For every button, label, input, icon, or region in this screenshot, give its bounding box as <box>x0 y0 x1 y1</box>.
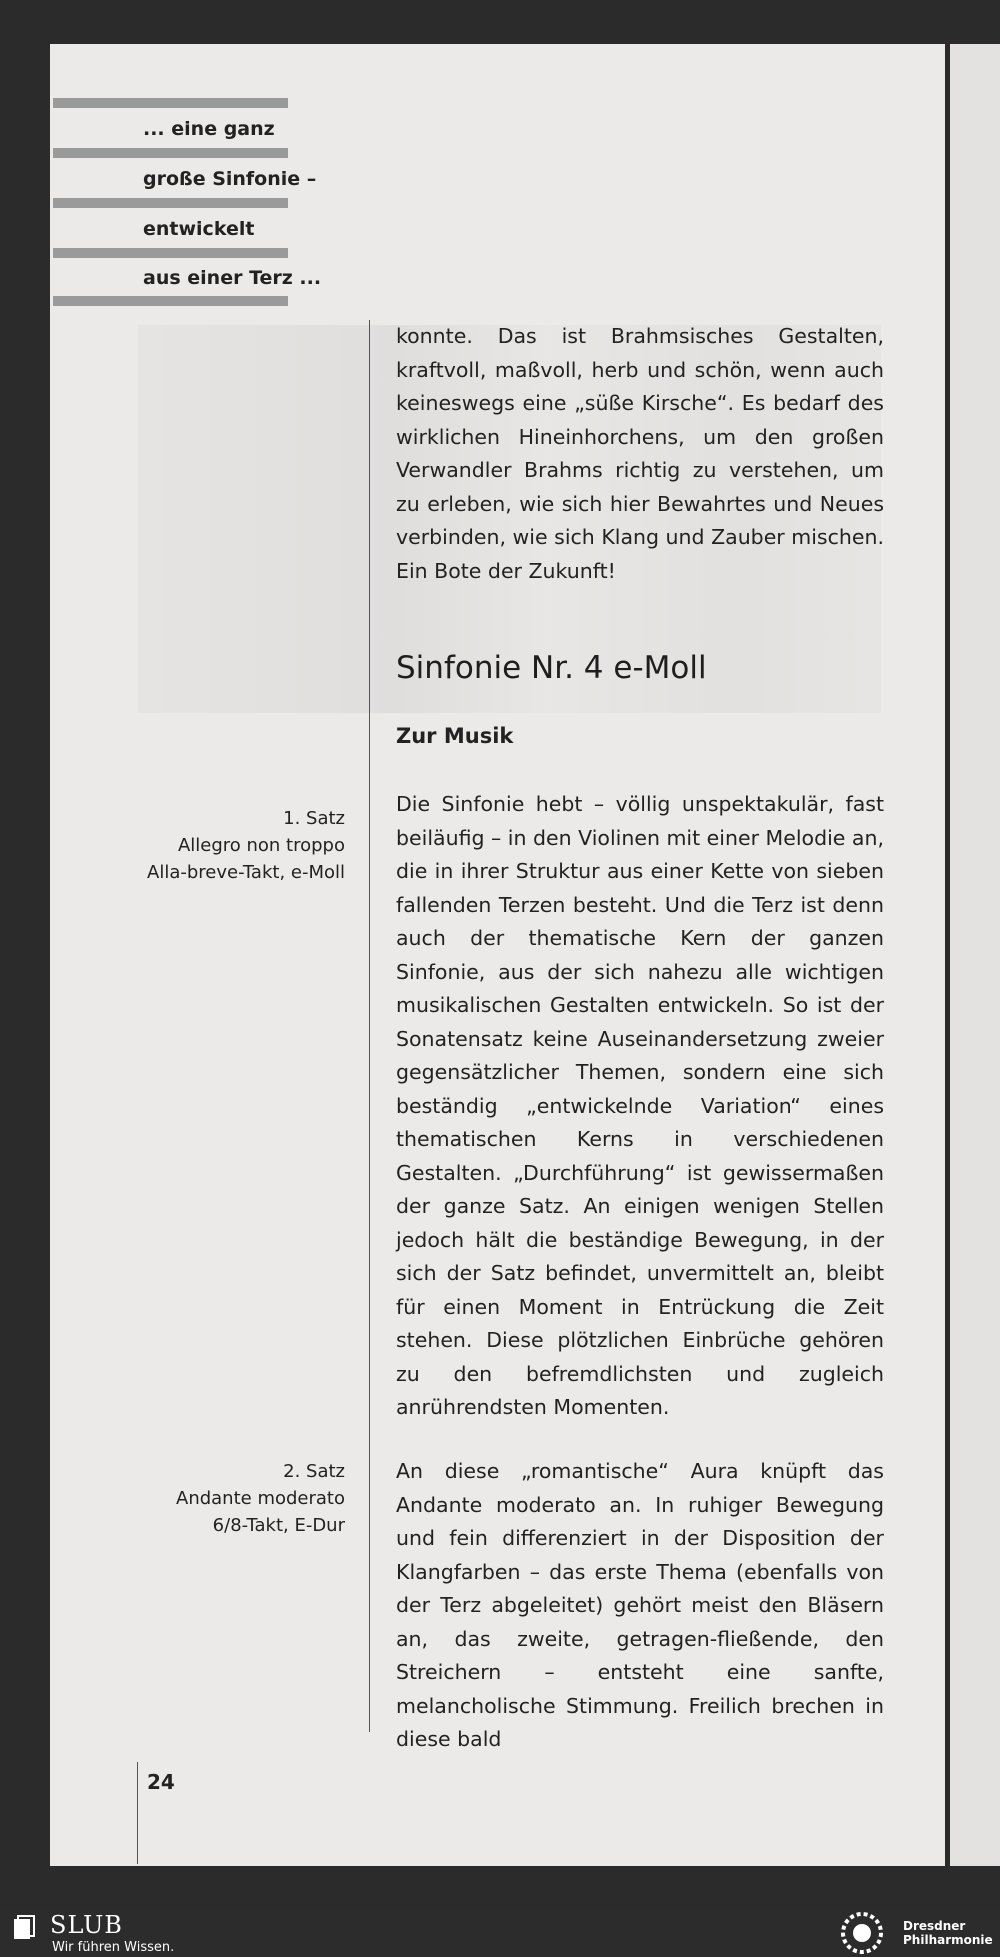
intro-paragraph: konnte. Das ist Brahmsisches Gestalten, kraftvoll, maßvoll, herb und schön, wenn auch keineswegs eine „süße Kirsche“. Es bedarf des wirklichen Hineinhorchens, um den großen Verwandler Brahms richtig zu verstehen, um zu erleben, wie sich hier Bewahrtes und Neues verbinden, wie sich Klang und Zauber mischen. Ein Bote der Zukunft! <box>396 324 884 583</box>
movement-1-note <box>85 805 345 886</box>
paragraph-1: Die Sinfonie hebt – völlig unspektakulär, fast beiläufig – in den Violinen mit einer Melodie an, die in ihrer Struktur aus einer Kette von sieben fallenden Terzen besteht. Und die Terz ist denn auch der thematische Kern der ganzen Sinfonie, aus der sich nahezu alle wichtigen musikalischen Gestalten entwickeln. So ist der Sonatensatz keine Auseinandersetzung zweier gegensätzlicher Themen, sondern eine sich beständig „entwickelnde Variation“ eines thematischen Kerns in verschiedenen Gestalten. „Durchführung“ ist gewissermaßen der ganze Satz. An einigen wenigen Stellen jedoch hält die beständige Bewegung, in der sich der Satz befindet, unvermittelt an, bleibt für einen Moment in Entrückung die Zeit stehen. Diese plötzlichen Einbrüche gehören zu den befremdlichsten und zugleich anrührendsten Momenten. <box>396 792 884 1419</box>
movement-1-meter: Alla-breve-Takt, e-Moll <box>147 862 345 883</box>
decorative-bar <box>53 198 288 208</box>
movement-1-number: 1. Satz <box>283 808 345 829</box>
pullquote-line-2: große Sinfonie – <box>143 168 317 190</box>
column-divider <box>369 320 370 1732</box>
paragraph-2: An diese „romantische“ Aura knüpft das Andante moderato an. In ruhiger Bewegung und fein differenziert in der Disposition der Klangfarben – das erste Thema (ebenfalls von der Terz abgeleitet) gehört meist den Bläsern an, das zweite, getragen-fließende, den Streichern – entsteht eine sanfte, melancholische Stimmung. Freilich brechen in diese bald <box>396 1459 884 1751</box>
pullquote-line-4: aus einer Terz ... <box>143 267 322 289</box>
footer-bar <box>0 1907 1000 1957</box>
movement-2-meter: 6/8-Takt, E-Dur <box>212 1515 345 1536</box>
page-number-rule <box>137 1762 138 1864</box>
philharmonie-line-2: Philharmonie <box>903 1933 993 1947</box>
decorative-bar <box>53 248 288 258</box>
decorative-bar <box>53 148 288 158</box>
movement-1-tempo: Allegro non troppo <box>177 835 345 856</box>
pullquote-line-3: entwickelt <box>143 218 255 240</box>
movement-2-number: 2. Satz <box>283 1461 345 1482</box>
philharmonie-name <box>903 1919 998 1947</box>
philharmonie-logo-icon <box>840 1911 884 1955</box>
movement-2-note <box>85 1458 345 1539</box>
movement-2-tempo: Andante moderato <box>176 1488 345 1509</box>
decorative-bar <box>53 98 288 108</box>
decorative-bar <box>53 296 288 306</box>
page-number: 24 <box>147 1770 175 1794</box>
next-page-edge <box>950 44 1000 1866</box>
slub-logo-icon <box>12 1915 36 1941</box>
section-heading: Sinfonie Nr. 4 e-Moll <box>396 650 707 686</box>
slub-name: SLUB <box>50 1911 123 1939</box>
pullquote-line-1: ... eine ganz <box>143 118 275 140</box>
slub-tagline: Wir führen Wissen. <box>52 1940 175 1955</box>
philharmonie-line-1: Dresdner <box>903 1919 966 1933</box>
section-subheading: Zur Musik <box>396 724 514 748</box>
